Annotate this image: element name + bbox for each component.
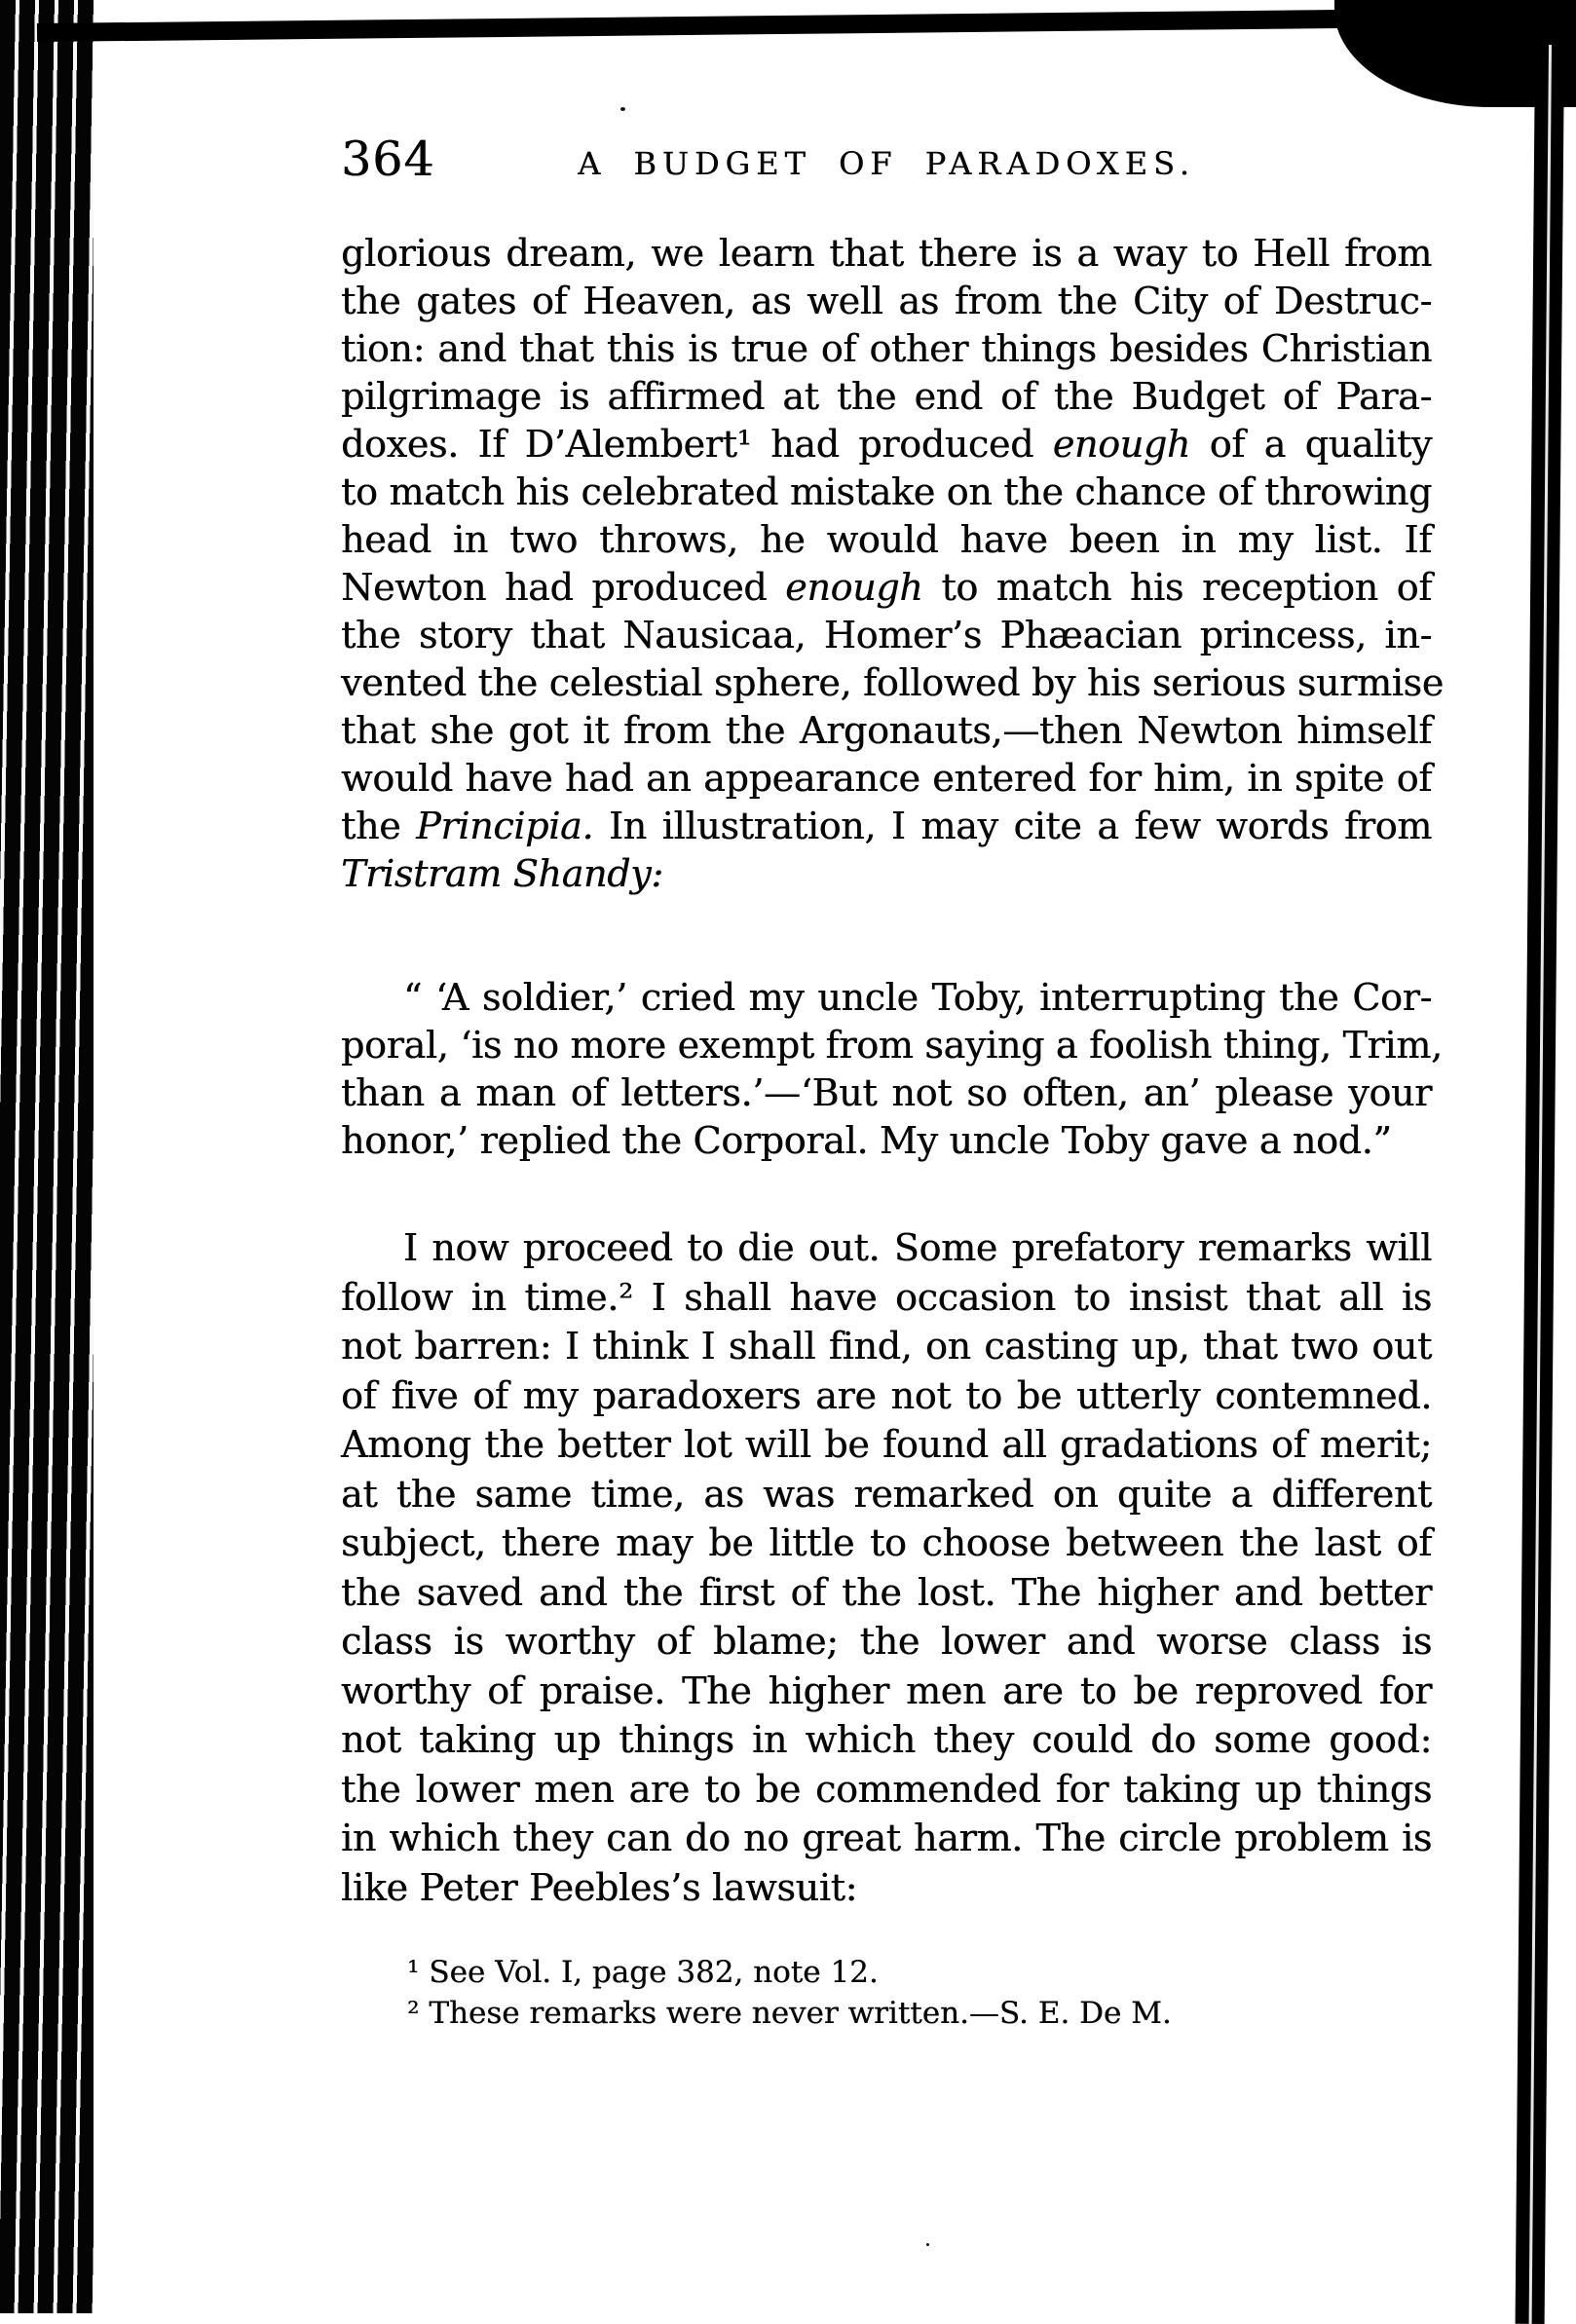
text-line: poral, ‘is no more exempt from saying a foolish thing, Trim,	[341, 1024, 1443, 1067]
text-line: not barren: I think I shall find, on casting up, that two out	[341, 1325, 1432, 1368]
text-line: class is worthy of blame; the lower and worse class is	[341, 1620, 1432, 1663]
text-line: the gates of Heaven, as well as from the City of Destruc-	[341, 280, 1432, 322]
page-number: 364	[341, 131, 435, 187]
paragraph-two	[341, 1223, 1432, 1912]
text-line: glorious dream, we learn that there is a way to Hell from	[341, 232, 1432, 275]
scan-right-edge-crack	[1529, 45, 1552, 2324]
footnote-2: ² These remarks were never written.—S. E. De M.	[407, 1996, 1172, 2031]
text-line: honor,’ replied the Corporal. My uncle Toby gave a nod.”	[341, 1119, 1392, 1162]
text-line: Tristram Shandy:	[341, 852, 663, 895]
quote-paragraph	[341, 974, 1443, 1165]
text-line: to match his celebrated mistake on the chance of throwing	[341, 470, 1432, 513]
text-line: in which they can do no great harm. The circle problem is	[341, 1817, 1432, 1859]
paragraph-one	[341, 230, 1444, 898]
text-line: I now proceed to die out. Some prefatory remarks will	[403, 1226, 1432, 1269]
text-line: “ ‘A soldier,’ cried my uncle Toby, interrupting the Cor-	[403, 976, 1432, 1019]
footnotes-block	[341, 1952, 1432, 2034]
text-line: would have had an appearance entered for him, in spite of	[341, 757, 1432, 800]
text-line: vented the celestial sphere, followed by his serious surmise	[341, 661, 1444, 704]
text-line: Newton had produced enough to match his reception of	[341, 566, 1432, 609]
text-line: like Peter Peebles’s lawsuit:	[341, 1865, 858, 1909]
text-line: Among the better lot will be found all gradations of merit;	[341, 1423, 1432, 1466]
text-line: doxes. If D’Alembert¹ had produced enough of a quality	[341, 423, 1432, 466]
text-line: follow in time.² I shall have occasion to insist that all is	[341, 1275, 1432, 1319]
text-line: at the same time, as was remarked on quite a different	[341, 1472, 1432, 1516]
scan-right-edge-bar	[1516, 45, 1564, 2324]
text-line: of five of my paradoxers are not to be utterly contemned.	[341, 1373, 1432, 1417]
text-line: the lower men are to be commended for taking up things	[341, 1767, 1432, 1811]
footnote-1: ¹ See Vol. I, page 382, note 12.	[407, 1955, 879, 1990]
text-line: than a man of letters.’—‘But not so often, an’ please your	[341, 1071, 1432, 1114]
text-line: worthy of praise. The higher men are to be reproved for	[341, 1668, 1432, 1712]
page-header	[341, 131, 1432, 189]
text-line: pilgrimage is affirmed at the end of the Budget of Para-	[341, 375, 1432, 418]
text-line: head in two throws, he would have been in my list. If	[341, 518, 1432, 561]
text-line: subject, there may be little to choose between the last of	[341, 1521, 1432, 1564]
running-title: A BUDGET OF PARADOXES.	[578, 145, 1195, 182]
text-line: not taking up things in which they could do some good:	[341, 1718, 1432, 1761]
ink-speck	[620, 107, 625, 111]
text-line: the saved and the first of the lost. The higher and better	[341, 1570, 1432, 1614]
text-line: the story that Nausicaa, Homer’s Phæacian princess, in-	[341, 614, 1432, 656]
text-line: tion: and that this is true of other things besides Christian	[341, 327, 1432, 370]
text-line: the Principia. In illustration, I may cite a few words from	[341, 805, 1432, 847]
text-line: that she got it from the Argonauts,—then Newton himself	[341, 709, 1432, 752]
book-binding-left-edge	[0, 0, 94, 2313]
ink-speck	[926, 2243, 929, 2246]
